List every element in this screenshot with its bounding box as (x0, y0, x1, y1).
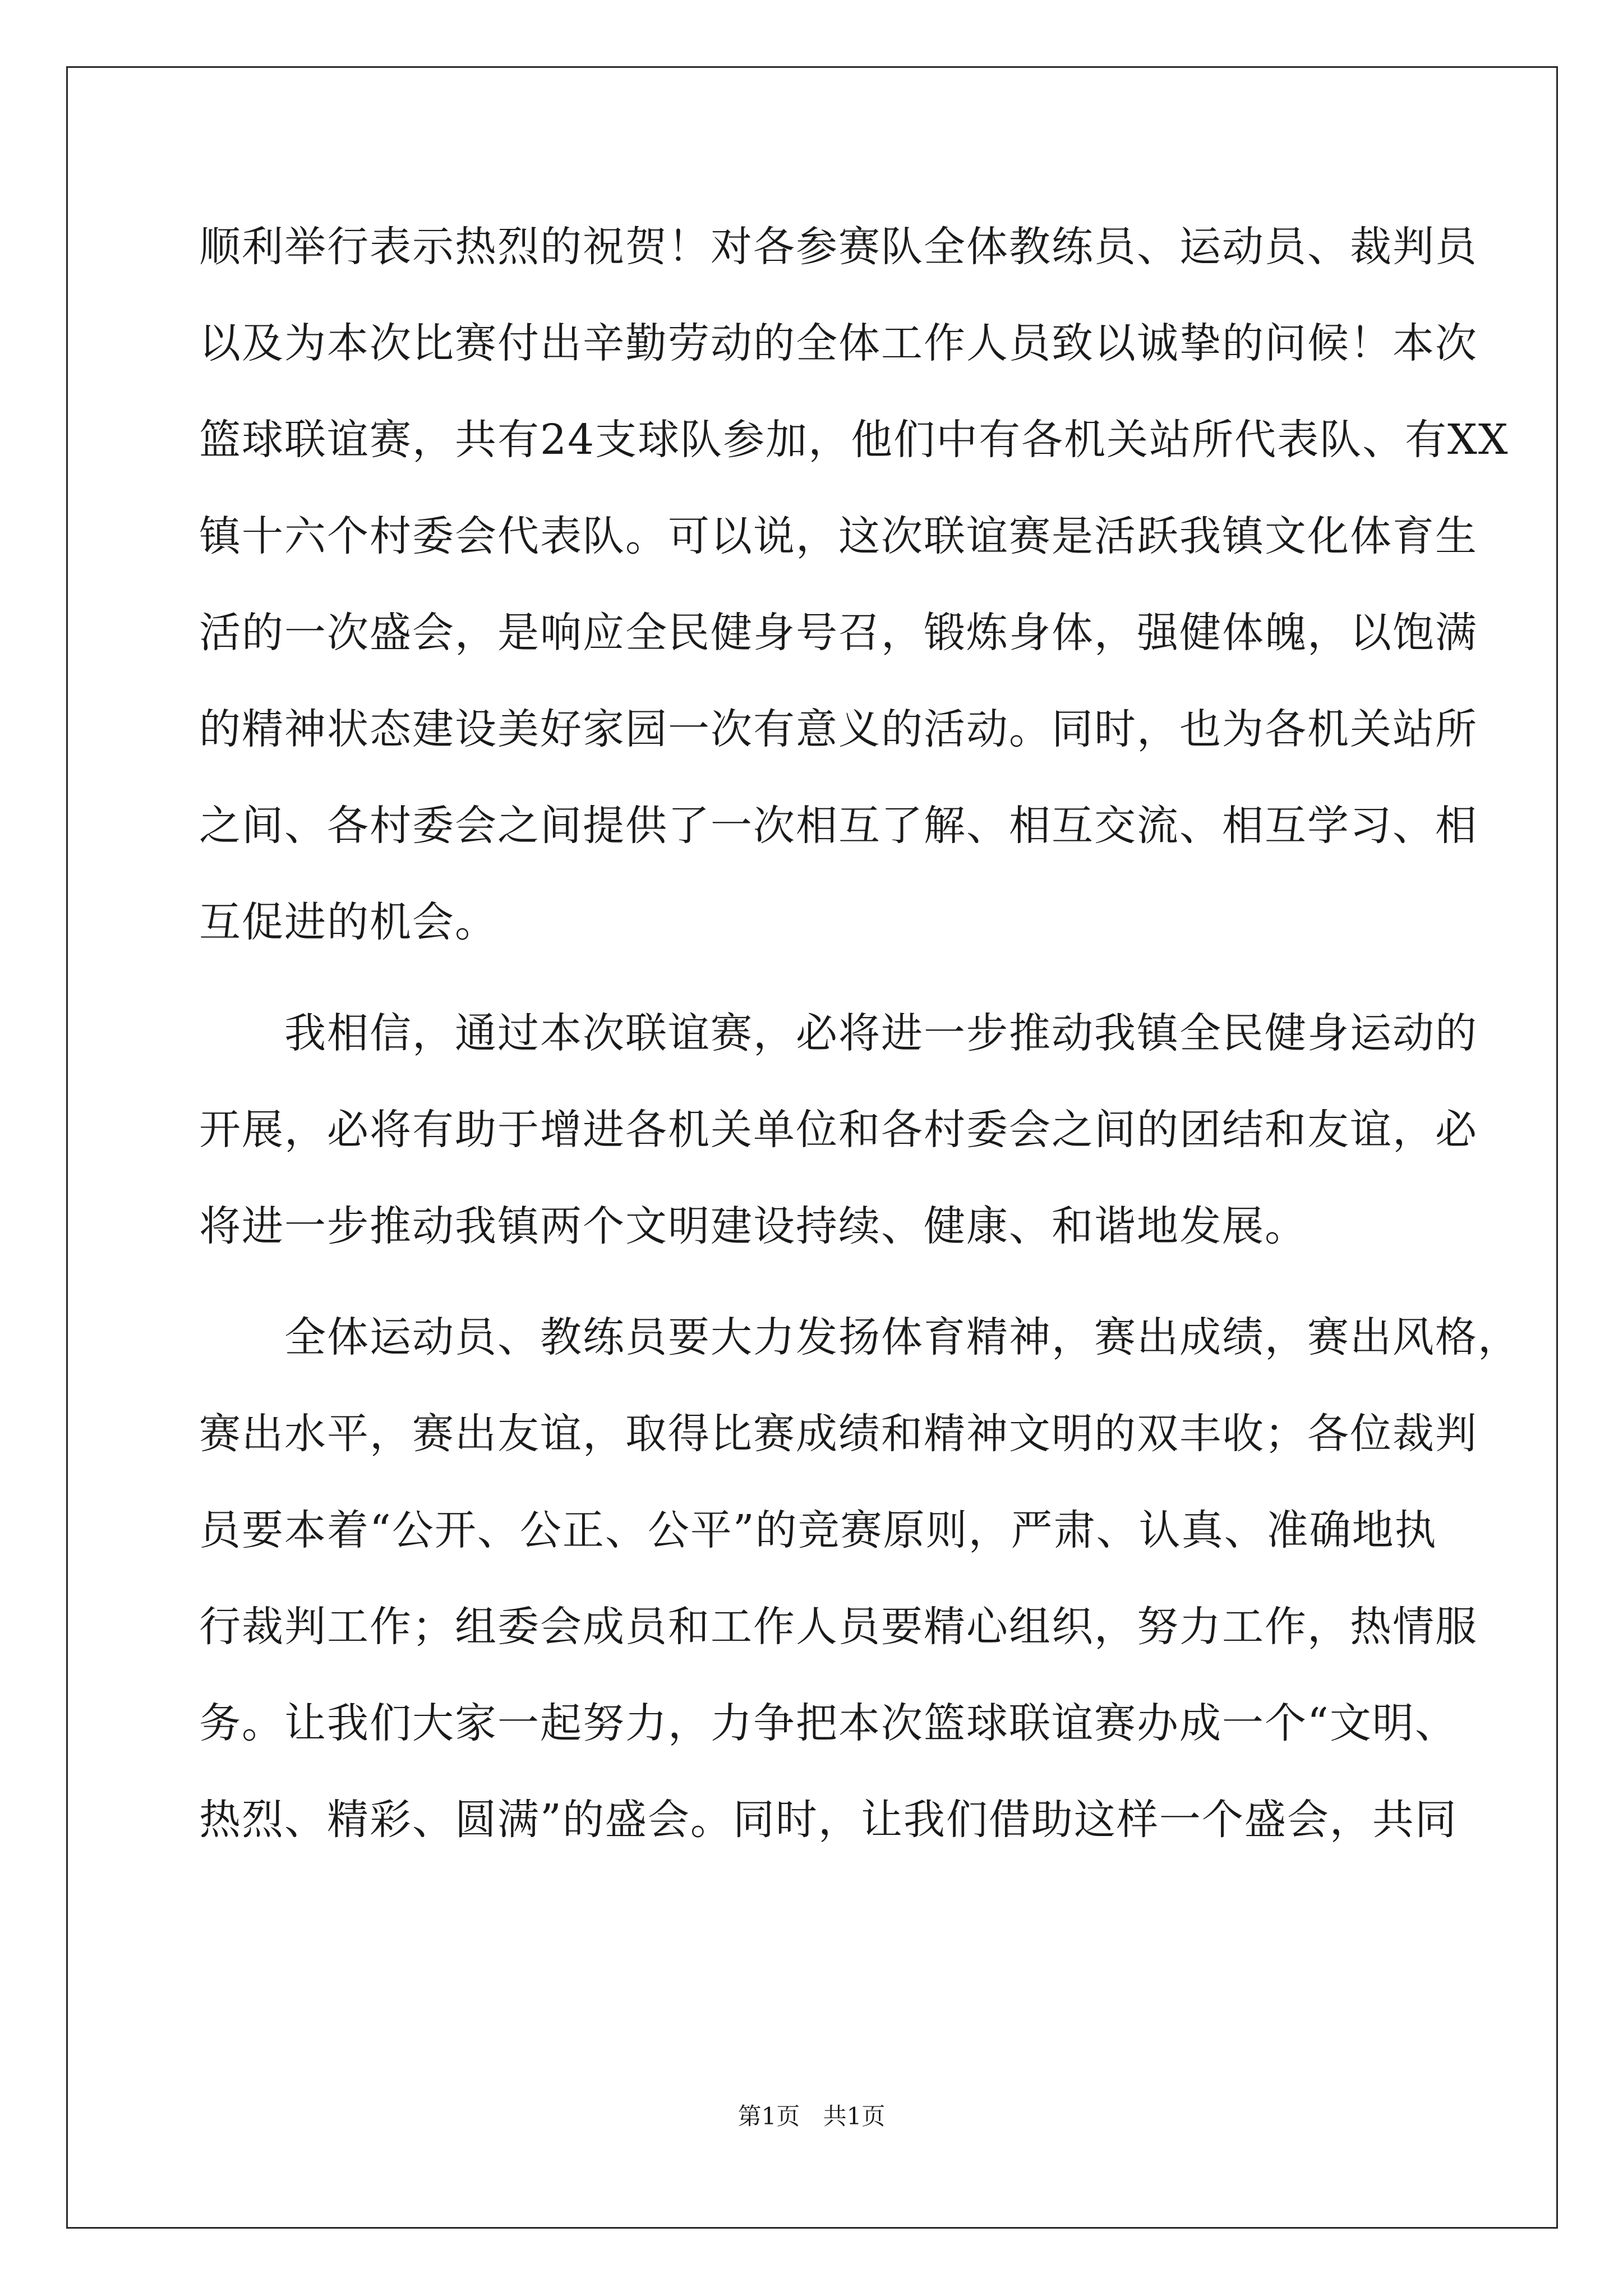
text-line: 互促进的机会。 (199, 898, 497, 946)
page-total: 共1页 (823, 2102, 886, 2130)
text-line: 篮球联谊赛，共有24支球队参加，他们中有各机关站所代表队、有XX (199, 416, 1509, 464)
page-number: 第1页 (737, 2102, 800, 2130)
text-line: 将进一步推动我镇两个文明建设持续、健康、和谐地发展。 (199, 1202, 1307, 1250)
page-footer (0, 2098, 1623, 2132)
text-line: 活的一次盛会，是响应全民健身号召，锻炼身体，强健体魄，以饱满 (199, 609, 1478, 657)
text-line: 赛出水平，赛出友谊，取得比赛成绩和精神文明的双丰收；各位裁判 (199, 1410, 1478, 1458)
text-line: 全体运动员、教练员要大力发扬体育精神，赛出成绩，赛出风格， (199, 1313, 1520, 1361)
text-line: 镇十六个村委会代表队。可以说，这次联谊赛是活跃我镇文化体育生 (199, 512, 1478, 560)
text-line: 开展，必将有助于增进各机关单位和各村委会之间的团结和友谊，必 (199, 1106, 1478, 1154)
text-line: 以及为本次比赛付出辛勤劳动的全体工作人员致以诚挚的问候！本次 (199, 319, 1478, 367)
text-line: 的精神状态建设美好家园一次有意义的活动。同时，也为各机关站所 (199, 705, 1478, 753)
text-line: 之间、各村委会之间提供了一次相互了解、相互交流、相互学习、相 (199, 802, 1478, 850)
text-line: 顺利举行表示热烈的祝贺！对各参赛队全体教练员、运动员、裁判员 (199, 223, 1478, 271)
text-line: 热烈、精彩、圆满”的盛会。同时，让我们借助这样一个盛会，共同 (199, 1796, 1458, 1844)
text-line: 务。让我们大家一起努力，力争把本次篮球联谊赛办成一个“文明、 (199, 1699, 1458, 1747)
text-line: 员要本着“公开、公正、公平”的竞赛原则，严肃、认真、准确地执 (199, 1506, 1437, 1554)
text-line: 行裁判工作；组委会成员和工作人员要精心组织，努力工作，热情服 (199, 1603, 1478, 1651)
text-line: 我相信，通过本次联谊赛，必将进一步推动我镇全民健身运动的 (199, 1009, 1478, 1057)
